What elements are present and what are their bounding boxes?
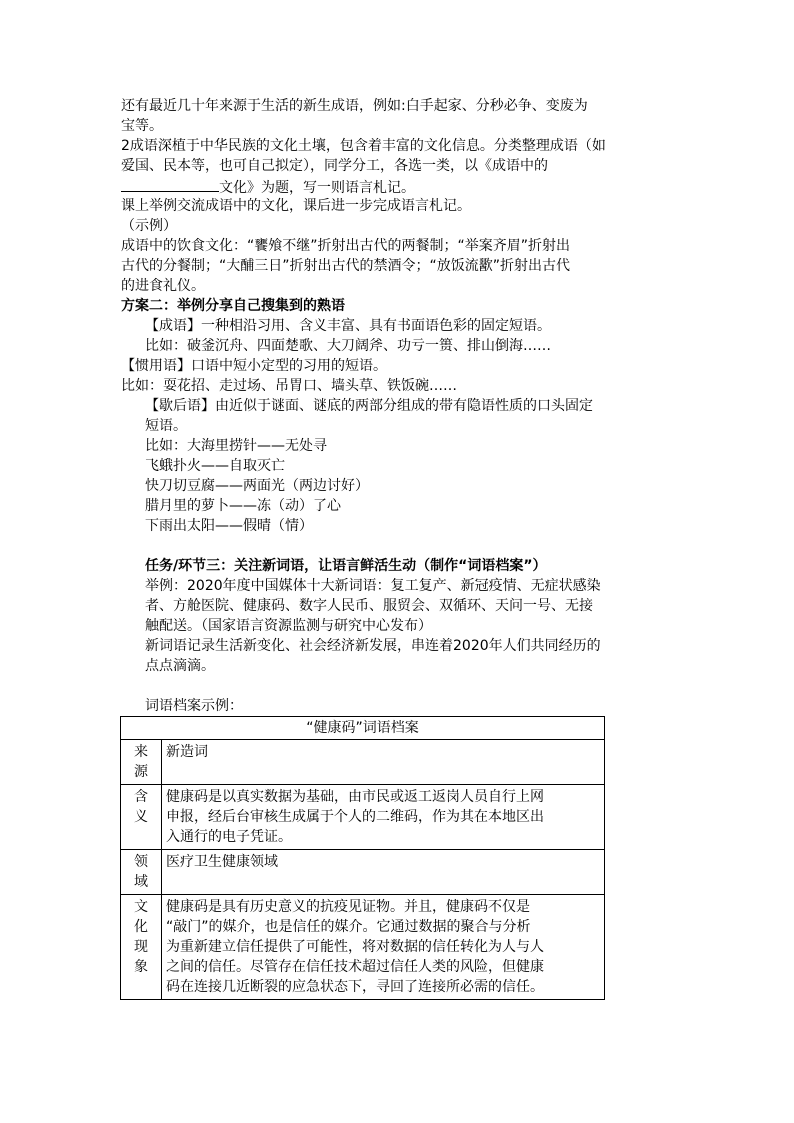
example-line-3: 的进食礼仪。 <box>121 278 205 294</box>
task3-line-3: 触配送。（国家语言资源监测与研究中心发布） <box>145 618 432 634</box>
task3-line-1: 举例：2020年度中国媒体十大新词语：复工复产、新冠疫情、无症状感染 <box>145 578 601 594</box>
xiehouyu-example-2: 飞蛾扑火——自取灭亡 <box>145 458 285 474</box>
fill-blank <box>121 176 219 192</box>
archive-row-domain <box>121 850 605 895</box>
archive-value-meaning: 健康码是以真实数据为基础，由市民或返工返岗人员自行上网 申报，经后台审核生成属于个人的二维码，作为其在本地区出 入通行的电子凭证。 <box>162 785 605 850</box>
chengyu-examples: 比如：破釜沉舟、四面楚歌、大刀阔斧、功亏一篑、排山倒海…… <box>145 338 551 354</box>
guanyongyu-examples: 比如：耍花招、走过场、吊胃口、墙头草、铁饭碗…… <box>121 378 457 394</box>
guanyongyu-definition: 【惯用语】口语中短小定型的习用的短语。 <box>121 358 387 374</box>
xiehouyu-definition-1: 【歇后语】由近似于谜面、谜底的两部分组成的带有隐语性质的口头固定 <box>145 398 593 414</box>
task2-line-3-text: 文化》为题，写一则语言札记。 <box>219 180 415 196</box>
task2-line-4: 课上举例交流成语中的文化，课后进一步完成语言札记。 <box>121 198 471 214</box>
task3-line-5: 点点滴滴。 <box>145 658 215 674</box>
xiehouyu-example-3: 快刀切豆腐——两面光（两边讨好） <box>145 478 369 494</box>
task3-line-4: 新词语记录生活新变化、社会经济新发展，串连着2020年人们共同经历的 <box>145 638 601 654</box>
archive-value-culture: 健康码是具有历史意义的抗疫见证物。并且，健康码不仅是 “敲门”的媒介，也是信任的媒介。它通过数据的聚合与分析 为重新建立信任提供了可能性，将对数据的信任转化为人与人 之间的信任。尽管存在信任技术超过信任人类的风险，但健康 码在连接几近断裂的应急状态下，寻回了连接所必需的信任。 <box>162 895 605 1000</box>
archive-value-source: 新造词 <box>162 740 605 785</box>
xiehouyu-example-1: 比如：大海里捞针——无处寻 <box>145 438 327 454</box>
chengyu-definition: 【成语】一种相沿习用、含义丰富、具有书面语色彩的固定短语。 <box>145 318 551 334</box>
intro-line-2: 宝等。 <box>121 118 163 134</box>
plan2-heading: 方案二：举例分享自己搜集到的熟语 <box>121 298 345 314</box>
task2-line-3 <box>121 176 415 198</box>
task2-line-1: 2成语深植于中华民族的文化土壤，包含着丰富的文化信息。分类整理成语（如 <box>121 138 606 154</box>
archive-row-culture <box>121 895 605 1000</box>
archive-label-meaning: 含义 <box>121 785 162 850</box>
archive-value-domain: 医疗卫生健康领域 <box>162 850 605 895</box>
archive-label-culture: 文化现象 <box>121 895 162 1000</box>
example-label: （示例） <box>121 218 177 234</box>
archive-title-row <box>121 717 605 740</box>
archive-title: “健康码”词语档案 <box>121 717 605 740</box>
task3-heading: 任务/环节三：关注新词语，让语言鲜活生动（制作“词语档案”） <box>145 558 547 574</box>
archive-label-source: 来源 <box>121 740 162 785</box>
archive-row-source <box>121 740 605 785</box>
example-line-1: 成语中的饮食文化：“饔飧不继”折射出古代的两餐制；“举案齐眉”折射出 <box>121 238 571 254</box>
archive-label-domain: 领域 <box>121 850 162 895</box>
xiehouyu-example-4: 腊月里的萝卜——冻（动）了心 <box>145 498 341 514</box>
task2-line-2: 爱国、民本等，也可自己拟定），同学分工，各选一类，以《成语中的 <box>121 158 548 174</box>
archive-intro: 词语档案示例： <box>145 698 243 714</box>
example-line-2: 古代的分餐制；“大酺三日”折射出古代的禁酒令；“放饭流歠”折射出古代 <box>121 258 571 274</box>
intro-line-1: 还有最近几十年来源于生活的新生成语，例如:白手起家、分秒必争、变废为 <box>121 98 588 114</box>
xiehouyu-example-5: 下雨出太阳——假晴（情） <box>145 518 313 534</box>
word-archive-table <box>120 716 605 1000</box>
task3-line-2: 者、方舱医院、健康码、数字人民币、服贸会、双循环、天问一号、无接 <box>145 598 593 614</box>
xiehouyu-definition-2: 短语。 <box>145 418 187 434</box>
archive-row-meaning <box>121 785 605 850</box>
